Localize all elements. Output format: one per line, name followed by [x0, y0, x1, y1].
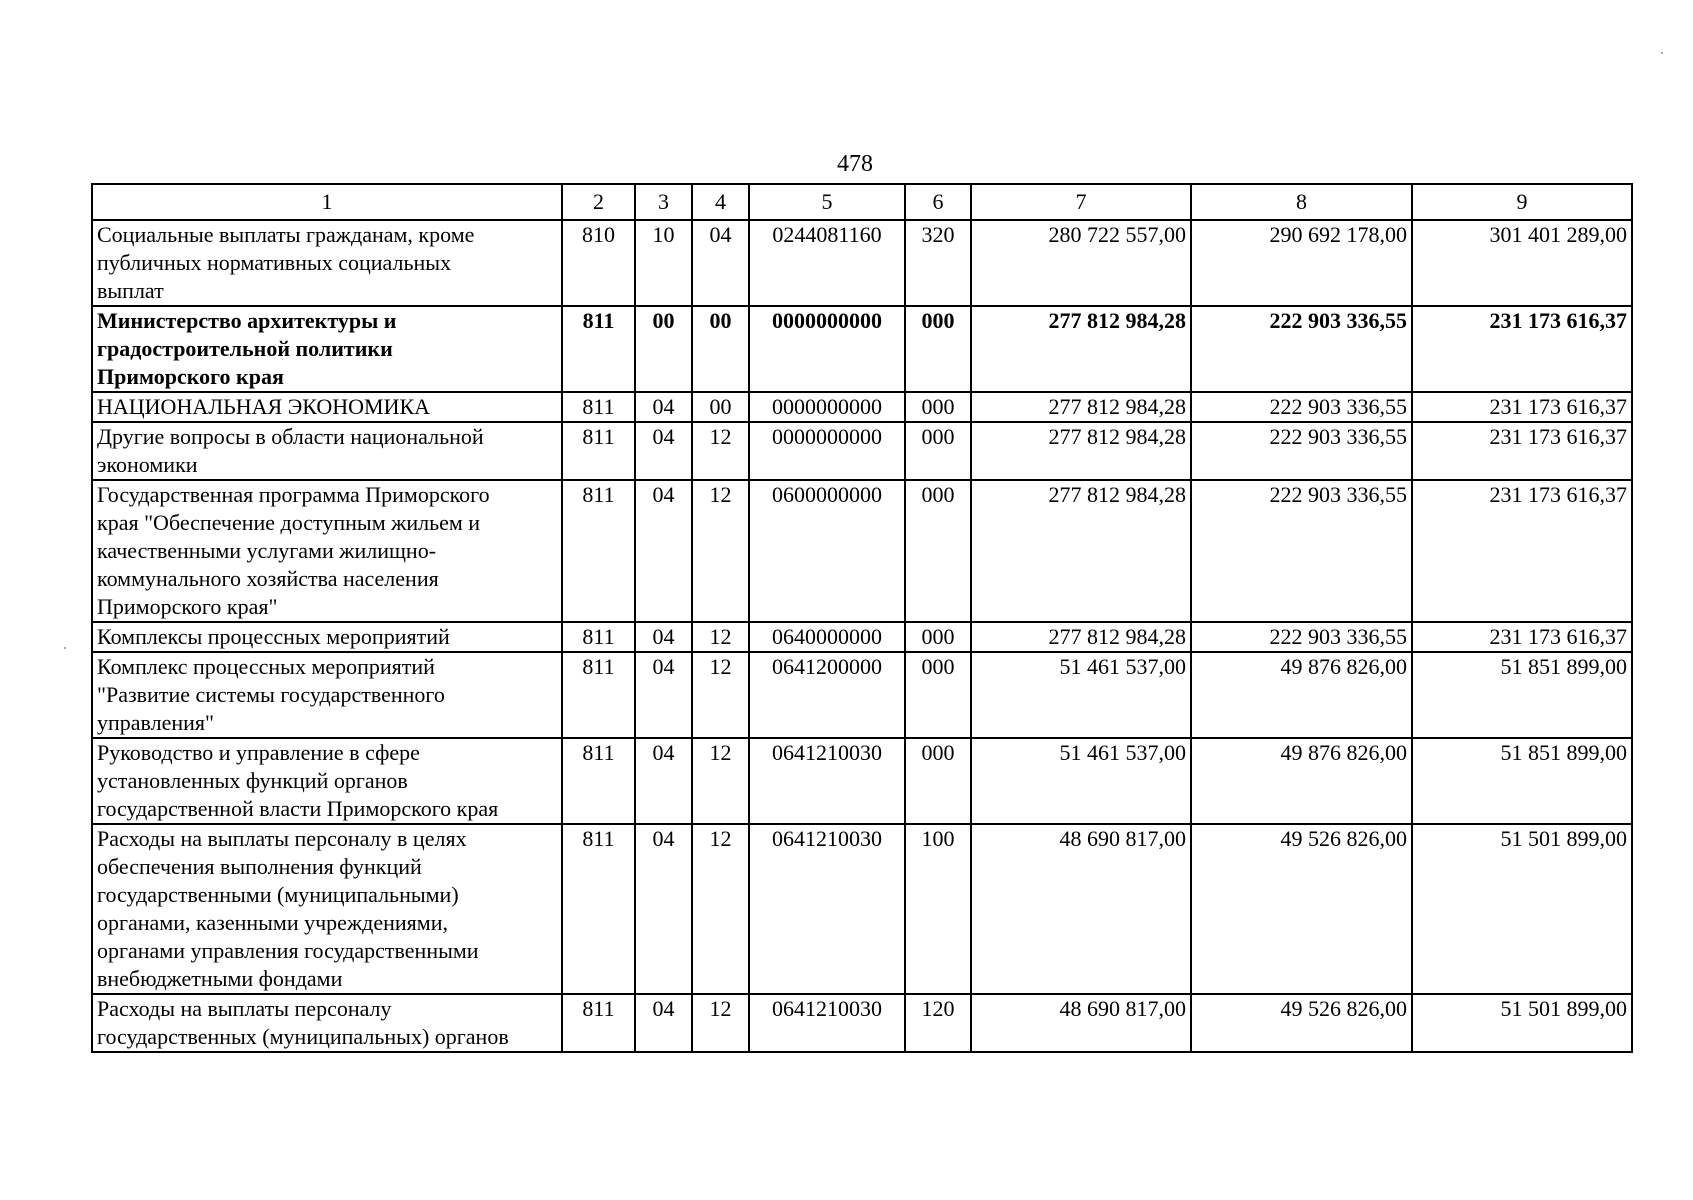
- row-code-4: 00: [692, 392, 749, 422]
- row-code-6: 100: [905, 824, 971, 994]
- row-code-6: 000: [905, 652, 971, 738]
- row-code-6: 000: [905, 622, 971, 652]
- row-code-4: 12: [692, 622, 749, 652]
- row-code-5: 0640000000: [749, 622, 905, 652]
- table-row: [92, 738, 1632, 824]
- row-amount-7: 277 812 984,28: [971, 392, 1191, 422]
- row-code-6: 000: [905, 392, 971, 422]
- row-code-3: 04: [635, 738, 692, 824]
- row-code-3: 04: [635, 422, 692, 480]
- header-cell: 6: [905, 184, 971, 220]
- budget-table: [91, 183, 1633, 1053]
- row-amount-8: 222 903 336,55: [1191, 306, 1412, 392]
- row-amount-9: 301 401 289,00: [1412, 220, 1632, 306]
- row-amount-8: 222 903 336,55: [1191, 622, 1412, 652]
- table-row: [92, 824, 1632, 994]
- row-amount-7: 280 722 557,00: [971, 220, 1191, 306]
- row-name: Расходы на выплаты персоналу государственных (муниципальных) органов: [92, 994, 562, 1052]
- row-name: Руководство и управление в сфере установленных функций органов государственной власти Приморского края: [92, 738, 562, 824]
- row-amount-7: 51 461 537,00: [971, 738, 1191, 824]
- row-name: Государственная программа Приморского края "Обеспечение доступным жильем и качественными услугами жилищно- коммунального хозяйства населения Приморского края": [92, 480, 562, 622]
- row-amount-8: 49 876 826,00: [1191, 738, 1412, 824]
- row-code-4: 12: [692, 480, 749, 622]
- row-code-6: 120: [905, 994, 971, 1052]
- header-cell: 7: [971, 184, 1191, 220]
- row-code-6: 000: [905, 306, 971, 392]
- row-code-5: 0641200000: [749, 652, 905, 738]
- row-amount-9: 231 173 616,37: [1412, 306, 1632, 392]
- row-code-5: 0641210030: [749, 994, 905, 1052]
- row-amount-8: 222 903 336,55: [1191, 480, 1412, 622]
- row-code-3: 04: [635, 994, 692, 1052]
- row-amount-8: 49 876 826,00: [1191, 652, 1412, 738]
- header-row: [92, 184, 1632, 220]
- header-cell: 5: [749, 184, 905, 220]
- row-name: НАЦИОНАЛЬНАЯ ЭКОНОМИКА: [92, 392, 562, 422]
- row-code-6: 000: [905, 738, 971, 824]
- row-code-4: 00: [692, 306, 749, 392]
- row-amount-7: 51 461 537,00: [971, 652, 1191, 738]
- row-code-5: 0244081160: [749, 220, 905, 306]
- row-code-2: 811: [562, 994, 635, 1052]
- row-code-2: 811: [562, 652, 635, 738]
- row-code-5: 0641210030: [749, 824, 905, 994]
- row-amount-8: 49 526 826,00: [1191, 824, 1412, 994]
- row-code-3: 04: [635, 622, 692, 652]
- table-row: [92, 994, 1632, 1052]
- row-amount-9: 51 501 899,00: [1412, 994, 1632, 1052]
- row-amount-9: 51 501 899,00: [1412, 824, 1632, 994]
- header-cell: 9: [1412, 184, 1632, 220]
- row-code-6: 000: [905, 422, 971, 480]
- table-row: [92, 622, 1632, 652]
- header-cell: 1: [92, 184, 562, 220]
- row-amount-9: 231 173 616,37: [1412, 392, 1632, 422]
- row-code-2: 811: [562, 422, 635, 480]
- row-amount-8: 290 692 178,00: [1191, 220, 1412, 306]
- scan-speck: [64, 647, 66, 649]
- row-code-2: 811: [562, 480, 635, 622]
- row-amount-9: 51 851 899,00: [1412, 738, 1632, 824]
- row-name: Социальные выплаты гражданам, кроме публичных нормативных социальных выплат: [92, 220, 562, 306]
- row-code-5: 0000000000: [749, 392, 905, 422]
- row-code-2: 811: [562, 824, 635, 994]
- row-code-6: 320: [905, 220, 971, 306]
- table-row: [92, 480, 1632, 622]
- header-cell: 8: [1191, 184, 1412, 220]
- row-amount-7: 277 812 984,28: [971, 422, 1191, 480]
- row-amount-7: 277 812 984,28: [971, 306, 1191, 392]
- row-code-5: 0600000000: [749, 480, 905, 622]
- table-row: [92, 422, 1632, 480]
- row-code-2: 810: [562, 220, 635, 306]
- row-code-4: 12: [692, 824, 749, 994]
- table-row: [92, 306, 1632, 392]
- row-code-2: 811: [562, 622, 635, 652]
- table-row: [92, 392, 1632, 422]
- row-code-4: 12: [692, 738, 749, 824]
- row-name: Министерство архитектуры и градостроительной политики Приморского края: [92, 306, 562, 392]
- header-cell: 4: [692, 184, 749, 220]
- row-amount-9: 231 173 616,37: [1412, 422, 1632, 480]
- row-amount-9: 231 173 616,37: [1412, 622, 1632, 652]
- row-amount-7: 277 812 984,28: [971, 480, 1191, 622]
- row-code-2: 811: [562, 392, 635, 422]
- row-code-3: 00: [635, 306, 692, 392]
- row-amount-7: 48 690 817,00: [971, 994, 1191, 1052]
- row-amount-7: 48 690 817,00: [971, 824, 1191, 994]
- table-row: [92, 652, 1632, 738]
- row-code-5: 0000000000: [749, 306, 905, 392]
- scan-speck: [1661, 52, 1663, 54]
- row-amount-7: 277 812 984,28: [971, 622, 1191, 652]
- row-code-3: 04: [635, 652, 692, 738]
- row-code-4: 12: [692, 994, 749, 1052]
- row-code-6: 000: [905, 480, 971, 622]
- row-code-2: 811: [562, 738, 635, 824]
- row-name: Комплекс процессных мероприятий "Развитие системы государственного управления": [92, 652, 562, 738]
- row-amount-8: 49 526 826,00: [1191, 994, 1412, 1052]
- page-number: 478: [837, 151, 873, 177]
- header-cell: 2: [562, 184, 635, 220]
- row-code-4: 04: [692, 220, 749, 306]
- row-code-5: 0641210030: [749, 738, 905, 824]
- row-code-3: 04: [635, 824, 692, 994]
- row-code-2: 811: [562, 306, 635, 392]
- row-name: Другие вопросы в области национальной экономики: [92, 422, 562, 480]
- row-code-4: 12: [692, 652, 749, 738]
- row-amount-8: 222 903 336,55: [1191, 422, 1412, 480]
- row-code-3: 04: [635, 392, 692, 422]
- header-cell: 3: [635, 184, 692, 220]
- row-amount-9: 51 851 899,00: [1412, 652, 1632, 738]
- row-name: Комплексы процессных мероприятий: [92, 622, 562, 652]
- row-amount-8: 222 903 336,55: [1191, 392, 1412, 422]
- table-row: [92, 220, 1632, 306]
- row-code-4: 12: [692, 422, 749, 480]
- row-amount-9: 231 173 616,37: [1412, 480, 1632, 622]
- row-code-5: 0000000000: [749, 422, 905, 480]
- row-name: Расходы на выплаты персоналу в целях обеспечения выполнения функций государственными (муниципальными) органами, казенными учреждениями, органами управления государственными внебюджетными фондами: [92, 824, 562, 994]
- row-code-3: 10: [635, 220, 692, 306]
- row-code-3: 04: [635, 480, 692, 622]
